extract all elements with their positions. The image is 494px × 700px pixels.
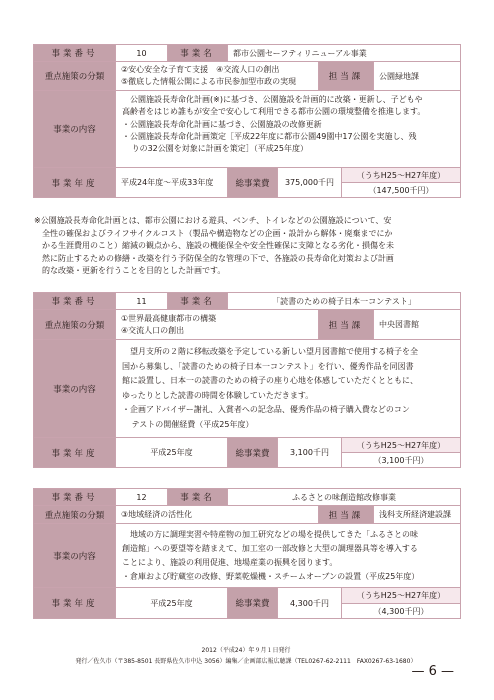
policy-value: ③地域経済の活性化	[116, 506, 319, 523]
content-line: テストの開催経費（平成25年度）	[131, 419, 254, 429]
cost-value: 375,000千円	[278, 168, 342, 197]
content-text	[116, 340, 460, 437]
project-number: 11	[116, 293, 168, 309]
content-line: 公園施設長寿命化計画(※)に基づき、公園施設を計画的に改築・更新し、子どもや	[130, 95, 423, 104]
content-label: 事業の内容	[34, 524, 116, 587]
year-label: 事業年度	[34, 438, 116, 467]
content-label: 事業の内容	[34, 340, 116, 437]
subcost-value: （3,100千円）	[342, 452, 460, 467]
subcost-value: （4,300千円）	[342, 603, 460, 618]
project-number: 10	[116, 45, 168, 61]
policy-line-1: ①世界最高健康都市の構築	[121, 313, 217, 323]
dept-value: 中央図書館	[379, 320, 419, 329]
content-line: 望月支所の２階に移転改築を予定している新しい望月図書館で使用する椅子を全	[130, 347, 418, 356]
content-text	[116, 524, 460, 587]
number-label: 事業番号	[34, 293, 116, 309]
subcost-box	[342, 168, 460, 197]
content-line: 創造館」への要望等を踏まえて、加工室の一部改修と大型の調理器具等を導入する	[122, 544, 418, 553]
content-line: ・公園施設長寿命化計画に基づき、公園施設の改修更新	[122, 119, 322, 129]
project-card-12	[33, 488, 461, 619]
dept-label: 担当課	[319, 310, 374, 339]
subcost-label: （うちH25〜H27年度）	[342, 168, 460, 182]
policy-label: 重点施策の分類	[34, 310, 116, 339]
name-label: 事業名	[168, 45, 228, 61]
dept-label: 担当課	[319, 506, 374, 523]
year-label: 事業年度	[34, 588, 116, 618]
dept-value: 浅科支所経済建設課	[379, 510, 451, 519]
publication-date: 2012（平成24）年９月１日発行	[201, 647, 291, 654]
cost-label: 総事業費	[228, 588, 278, 618]
note-line: ※公園施設長寿命化計画とは、都市公園における遊具、ベンチ、トイレなどの公園施設について、安	[34, 216, 392, 225]
note-line: 然に防止するための修繕・改築を行う予防保全的な管理の下で、各施設の長寿命化対策および計画	[42, 253, 394, 263]
project-card-11	[33, 292, 461, 468]
subcost-label: （うちH25〜H27年度）	[342, 588, 460, 603]
name-label: 事業名	[168, 489, 228, 505]
policy-values	[116, 62, 319, 90]
policy-label: 重点施策の分類	[34, 62, 116, 90]
content-line: 地域の方に調理実習や特産物の加工研究などの場を提供してきた「ふるさとの味	[130, 530, 418, 539]
note-line: かる生涯費用のこと）縮減の観点から、施設の機能保全や安全性確保に支障となる劣化・損傷を未	[42, 241, 394, 251]
policy-line-2: ⑤徹底した情報公開による市民参加型市政の実現	[121, 77, 297, 86]
year-label: 事業年度	[34, 168, 116, 197]
cost-label: 総事業費	[228, 438, 278, 467]
note-line: 的な改築・更新を行うことを目的とした計画です。	[42, 266, 226, 276]
content-line: 館に設置し、日本一の読書のための椅子の座り心地を体感していただくとともに、	[122, 376, 418, 385]
dept-label: 担当課	[319, 62, 374, 90]
publisher-line: 発行／佐久市（〒385-8501 長野県佐久市中込 3056）編集／企画部広報広聴課（TEL0267-62-2111 FAX0267-63-1680）	[75, 658, 417, 665]
content-line: 国から募集し、「読書のための椅子日本一コンテスト」を行い、優秀作品を同図書	[122, 361, 414, 371]
project-name: ふるさとの味創造館改修事業	[292, 492, 396, 502]
years-value: 平成25年度	[116, 588, 228, 618]
content-line: ゆったりとした読書の時間を体験していただきます。	[122, 390, 314, 400]
subcost-box	[342, 438, 460, 467]
note-line: 全性の確保およびライフサイクルコスト（製品や構造物などの企画・設計から解体・廃棄までにか	[42, 228, 393, 238]
content-label: 事業の内容	[34, 91, 116, 167]
dept-value: 公園緑地課	[379, 71, 419, 81]
policy-line-2: ④交流人口の創出	[121, 325, 185, 335]
name-label: 事業名	[168, 293, 228, 309]
subcost-label: （うちH25〜H27年度）	[342, 438, 460, 452]
content-line: 高齢者をはじめ誰もが安全で安心して利用できる都市公園の環境整備を推進します。	[122, 107, 426, 117]
content-line: ・倉庫および貯蔵室の改修、野菜乾燥機・スチームオーブンの設置（平成25年度）	[122, 572, 420, 581]
subcost-box	[342, 588, 460, 618]
project-card-10	[33, 44, 461, 198]
cost-value: 4,300千円	[278, 588, 342, 618]
cost-label: 総事業費	[228, 168, 278, 197]
footnote	[34, 215, 458, 278]
policy-values	[116, 310, 319, 339]
content-line: ことにより、施設の利用促進、地場産業の振興を図ります。	[122, 558, 338, 567]
content-line: ・企画アドバイザー謝礼、入賞者への記念品、優秀作品の椅子購入費などのコン	[122, 405, 410, 414]
content-line: りの32公園を対象に計画を策定］（平成25年度）	[131, 144, 308, 154]
cost-value: 3,100千円	[278, 438, 342, 467]
number-label: 事業番号	[34, 45, 116, 61]
years-value: 平成25年度	[116, 438, 228, 467]
project-number: 12	[116, 489, 168, 505]
content-line: ・公園施設長寿命化計画策定［平成22年度に都市公園49園中17公園を実施し、残	[122, 131, 417, 141]
years-value: 平成24年度〜平成33年度	[116, 168, 228, 197]
page-number: — 6 —	[411, 664, 454, 679]
subcost-value: （147,500千円）	[342, 182, 460, 197]
policy-label: 重点施策の分類	[34, 506, 116, 523]
publication-info	[33, 645, 459, 665]
policy-line-1: ②安心安全な子育て支援 ④交流人口の創出	[121, 65, 280, 74]
project-name: 都市公園セーフティリニューアル事業	[233, 48, 367, 58]
number-label: 事業番号	[34, 489, 116, 505]
content-text	[116, 91, 460, 167]
project-name: 「読書のための椅子日本一コンテスト」	[272, 296, 416, 306]
